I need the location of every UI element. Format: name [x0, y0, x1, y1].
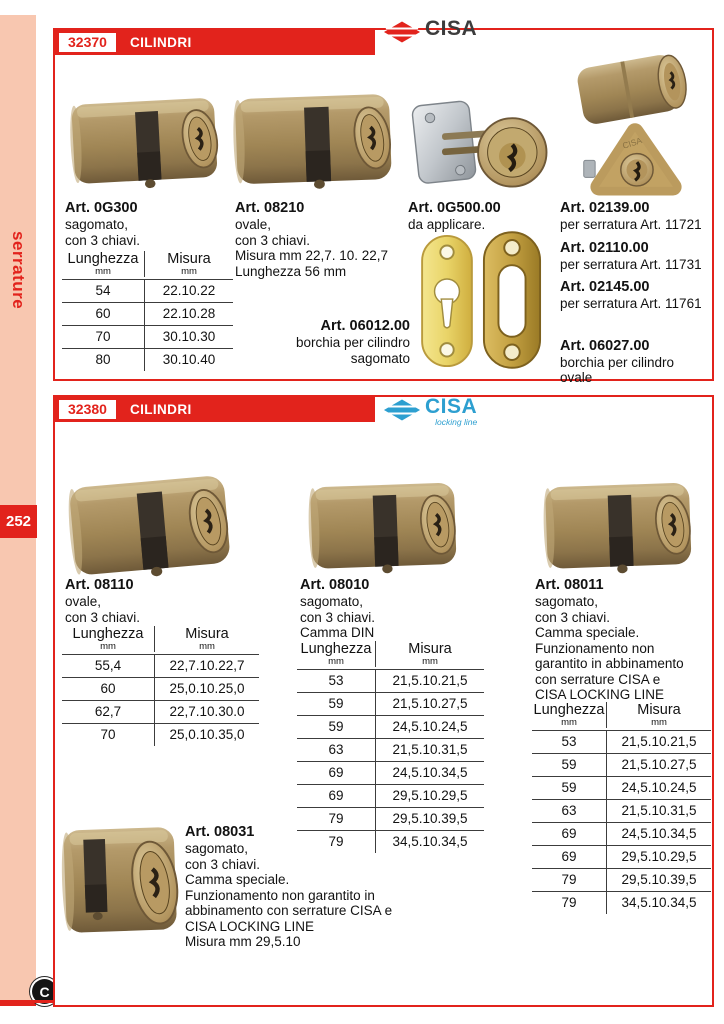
cell-misura: 29,5.10.39,5 [621, 872, 697, 887]
col-unit: mm [561, 717, 577, 728]
spec-table-body [62, 655, 259, 746]
table-row [297, 715, 484, 738]
table-row [532, 753, 711, 776]
col-unit: mm [651, 717, 667, 728]
col-unit: mm [181, 266, 197, 277]
spec-table-body [532, 731, 711, 914]
cell-lunghezza: 69 [297, 762, 376, 784]
cell-lunghezza: 59 [532, 754, 607, 776]
product-desc-line: con 3 chiavi. [535, 609, 611, 625]
cell-lunghezza: 60 [62, 678, 155, 700]
cell-misura: 22,7.10.30.0 [169, 704, 245, 719]
cell-misura: 21,5.10.31,5 [392, 742, 468, 757]
cell-lunghezza: 69 [297, 785, 376, 807]
cell-misura: 24,5.10.24,5 [621, 780, 697, 795]
cell-lunghezza: 69 [532, 846, 607, 868]
svg-text:CISA: CISA [621, 135, 644, 151]
product-title: Art. 02145.00 [560, 279, 650, 295]
spec-table-08110 [62, 626, 259, 746]
product-desc-line: con 3 chiavi. [300, 609, 376, 625]
cisa-logo [383, 18, 477, 44]
product-desc-line: sagomato [350, 350, 410, 366]
table-row [297, 670, 484, 692]
product-block-08011 [535, 577, 713, 703]
cell-lunghezza: 79 [532, 892, 607, 914]
section-code: 32380 [59, 400, 116, 419]
product-title: Art. 0G500.00 [408, 200, 501, 216]
cell-misura: 21,5.10.21,5 [621, 734, 697, 749]
cell-lunghezza: 54 [62, 280, 145, 302]
cell-misura: 22,7.10.22,7 [169, 658, 245, 673]
cisa-diamond-icon [383, 398, 421, 422]
cell-misura: 21,5.10.31,5 [621, 803, 697, 818]
product-desc-line: Camma DIN [300, 625, 375, 640]
cell-lunghezza: 79 [297, 808, 376, 830]
spec-table-header [62, 251, 233, 280]
product-title: Art. 08110 [65, 577, 134, 593]
product-desc-line: Funzionamento non [535, 640, 655, 656]
col-unit: mm [422, 656, 438, 667]
table-row [532, 845, 711, 868]
table-row [62, 280, 233, 302]
cell-misura: 24,5.10.34,5 [621, 826, 697, 841]
product-desc [560, 355, 710, 386]
product-desc [300, 594, 480, 641]
product-desc-line: sagomato, [535, 594, 599, 609]
product-desc-line: Camma speciale. [535, 625, 640, 640]
product-photo-borchia-ovale [482, 230, 542, 370]
product-desc-line: per serratura Art. 11761 [560, 296, 702, 311]
cell-lunghezza: 60 [62, 303, 145, 325]
sidebar-category-label: serrature [9, 230, 28, 310]
cell-lunghezza: 63 [532, 800, 607, 822]
product-block-08210 [235, 200, 410, 279]
product-photo-half-cylinder-08031 [52, 798, 185, 952]
product-desc-line: sagomato, [300, 594, 364, 609]
cell-lunghezza: 80 [62, 349, 145, 371]
cell-misura: 29,5.10.29,5 [621, 849, 697, 864]
spec-table-08011 [532, 702, 711, 914]
product-photo-rim-cylinder-0g500 [404, 82, 556, 200]
product-block-02139 [560, 200, 710, 233]
cell-misura: 21,5.10.27,5 [392, 696, 468, 711]
product-title: Art. 08031 [185, 824, 255, 840]
spec-table-08010 [297, 641, 484, 853]
footer-line [0, 1000, 56, 1003]
spec-table-0g300 [62, 251, 233, 371]
product-title: Art. 02139.00 [560, 200, 650, 216]
product-title: Art. 06027.00 [560, 337, 650, 354]
product-photo-cylinders-02139 [562, 52, 710, 204]
product-desc-line: per serratura Art. 11731 [560, 256, 702, 272]
product-block-08110 [65, 577, 245, 625]
cell-lunghezza: 70 [62, 724, 155, 746]
product-block-0g300 [65, 200, 230, 248]
cell-misura: 34,5.10.34,5 [621, 895, 697, 910]
product-block-06027 [560, 338, 710, 386]
col-header: Lunghezza [72, 626, 144, 642]
product-block-06012 [240, 318, 410, 366]
table-row [62, 348, 233, 371]
product-desc [560, 257, 710, 273]
product-desc [185, 841, 445, 950]
product-desc-line: da applicare. [408, 217, 486, 232]
col-header: Misura [637, 702, 681, 718]
product-block-08031 [185, 824, 445, 950]
table-row [297, 761, 484, 784]
product-photo-cylinder-08110 [50, 438, 247, 594]
cell-lunghezza: 59 [297, 716, 376, 738]
cisa-diamond-icon [383, 20, 421, 44]
col-header: Misura [408, 641, 452, 657]
product-block-0g500 [408, 200, 538, 233]
cell-lunghezza: 63 [297, 739, 376, 761]
product-block-02145 [560, 279, 710, 312]
cell-misura: 30.10.30 [162, 329, 216, 344]
spec-table-header [297, 641, 484, 670]
section-title: CILINDRI [129, 35, 192, 50]
product-desc-line: ovale, [235, 217, 272, 232]
product-desc-line: Lunghezza 56 mm [235, 263, 347, 279]
cell-misura: 29,5.10.29,5 [392, 788, 468, 803]
cell-misura: 29,5.10.39,5 [392, 811, 468, 826]
spec-table-body [62, 280, 233, 371]
product-desc-line: borchia per cilindro [295, 335, 410, 350]
publisher-logo: C [32, 979, 57, 1004]
product-desc-line: CISA LOCKING LINE [535, 687, 665, 702]
product-desc-line: per serratura Art. 11721 [560, 217, 702, 232]
product-desc-line: CISA LOCKING LINE [185, 918, 315, 934]
cisa-tagline: locking line [435, 417, 478, 427]
product-desc-line: Funzionamento non garantito in [185, 887, 375, 903]
cell-misura: 21,5.10.21,5 [392, 673, 468, 688]
cell-lunghezza: 53 [532, 731, 607, 753]
table-row [297, 738, 484, 761]
cell-misura: 24,5.10.24,5 [392, 719, 468, 734]
table-row [62, 655, 259, 677]
table-row [62, 723, 259, 746]
product-desc-line: Misura mm 22,7. 10. 22,7 [235, 248, 389, 263]
product-title: Art. 06012.00 [320, 318, 410, 334]
product-photo-cylinder-0g300 [55, 62, 234, 203]
page-number-badge: 252 [0, 505, 37, 538]
table-row [532, 799, 711, 822]
spec-table-header [532, 702, 711, 731]
table-row [532, 822, 711, 845]
product-photo-cylinder-08010 [291, 449, 475, 585]
cell-misura: 25,0.10.25,0 [169, 681, 245, 696]
table-row [532, 868, 711, 891]
cisa-wordmark: CISA [425, 17, 478, 40]
cell-misura: 25,0.10.35,0 [169, 727, 245, 742]
product-desc-line: con 3 chiavi. [65, 609, 141, 625]
table-row [297, 692, 484, 715]
product-desc-line: con 3 chiavi. [65, 232, 141, 248]
product-desc [408, 217, 538, 233]
table-row [297, 784, 484, 807]
product-block-right-column [560, 200, 710, 386]
table-row [532, 731, 711, 753]
cell-lunghezza: 79 [297, 831, 376, 853]
cell-lunghezza: 69 [532, 823, 607, 845]
col-unit: mm [199, 641, 215, 652]
product-desc-line: Camma speciale. [185, 872, 290, 887]
cell-misura: 22.10.28 [162, 306, 216, 321]
cell-lunghezza: 62,7 [62, 701, 155, 723]
spec-table-header [62, 626, 259, 655]
product-desc-line: con serrature CISA e [535, 671, 661, 687]
table-row [532, 776, 711, 799]
product-title: Art. 08210 [235, 200, 305, 216]
product-title: Art. 02110.00 [560, 239, 649, 256]
product-block-08010 [300, 577, 480, 641]
col-unit: mm [95, 266, 111, 277]
col-header: Lunghezza [533, 702, 605, 718]
cell-lunghezza: 59 [532, 777, 607, 799]
cell-lunghezza: 53 [297, 670, 376, 692]
cell-lunghezza: 79 [532, 869, 607, 891]
col-header: Misura [185, 626, 229, 642]
product-desc-line: abbinamento con serrature CISA e [185, 903, 393, 918]
cell-misura: 34,5.10.34,5 [392, 834, 468, 849]
cell-misura: 24,5.10.34,5 [392, 765, 468, 780]
cell-misura: 22.10.22 [162, 283, 216, 298]
product-title: Art. 0G300 [65, 200, 138, 216]
table-row [532, 891, 711, 914]
col-header: Misura [167, 251, 211, 267]
section-title: CILINDRI [129, 402, 192, 417]
cell-lunghezza: 55,4 [62, 655, 155, 677]
table-row [62, 677, 259, 700]
product-title: Art. 08010 [300, 577, 370, 593]
section-32370-header [55, 30, 375, 55]
product-desc [65, 217, 230, 248]
product-desc [65, 594, 245, 625]
product-desc-line: sagomato, [65, 217, 129, 232]
cisa-locking-line-logo [383, 396, 477, 427]
product-desc [560, 217, 710, 233]
product-block-02110 [560, 240, 710, 273]
product-desc [235, 217, 410, 279]
product-desc-line: con 3 chiavi. [185, 856, 261, 872]
product-photo-cylinder-08011 [526, 449, 710, 585]
product-desc-line: con 3 chiavi. [235, 232, 311, 248]
col-unit: mm [328, 656, 344, 667]
product-desc [560, 296, 710, 312]
product-desc-line: sagomato, [185, 841, 249, 856]
product-photo-borchia-sagomato [420, 234, 474, 368]
product-desc-line: Misura mm 29,5.10 [185, 934, 301, 949]
cell-misura: 30.10.40 [162, 352, 216, 367]
product-desc [535, 594, 713, 703]
col-header: Lunghezza [300, 641, 372, 657]
table-row [62, 302, 233, 325]
product-desc-line: borchia per cilindro ovale [560, 354, 675, 385]
product-desc-line: garantito in abbinamento [535, 656, 684, 671]
product-desc-line: ovale, [65, 594, 102, 609]
product-photo-cylinder-08210 [220, 59, 407, 201]
cell-lunghezza: 59 [297, 693, 376, 715]
cell-misura: 21,5.10.27,5 [621, 757, 697, 772]
sidebar-category-tab [0, 195, 36, 345]
cisa-wordmark: CISA [425, 395, 478, 418]
cell-lunghezza: 70 [62, 326, 145, 348]
table-row [62, 700, 259, 723]
col-unit: mm [100, 641, 116, 652]
product-title: Art. 08011 [535, 577, 604, 593]
table-row [62, 325, 233, 348]
section-code: 32370 [59, 33, 116, 52]
product-desc [240, 335, 410, 366]
section-32380-header [55, 397, 375, 422]
col-header: Lunghezza [67, 251, 139, 267]
